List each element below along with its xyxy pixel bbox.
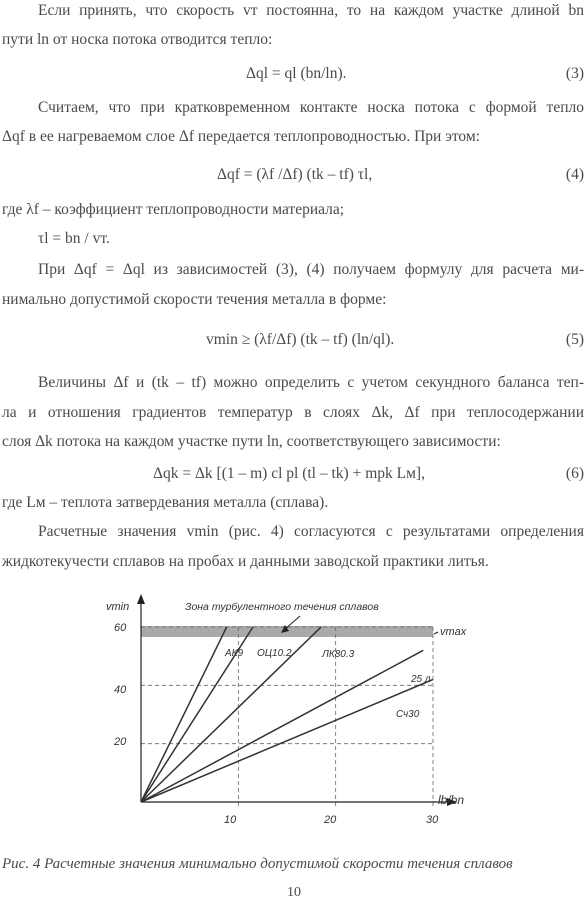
paragraph-line-7: При Δqf = Δql из зависимостей (3), (4) получаем формулу для расчета ми- (38, 261, 584, 278)
y-tick-20: 20 (114, 736, 127, 748)
paragraph-line-8: нимально допустимой скорости течения металла в форме: (2, 291, 387, 308)
series-label-2: ЛК80.3 (322, 649, 355, 660)
x-tick-10: 10 (224, 814, 237, 826)
x-tick-20: 20 (324, 814, 337, 826)
vmax-label: vmax (440, 626, 467, 638)
paragraph-line-11: слоя Δk потока на каждом участке пути ln, соответствующего зависимости: (2, 433, 501, 450)
series-line-0 (141, 627, 227, 802)
series-line-1 (141, 627, 253, 802)
series-label-0: АК9 (225, 648, 244, 659)
paragraph-line-13: Расчетные значения vmin (рис. 4) согласуются с результатами определения (38, 523, 584, 540)
equation-5: vmin ≥ (λf/Δf) (tk – tf) (ln/ql). (206, 331, 395, 348)
equation-number-5: (5) (565, 331, 584, 348)
series-line-3 (141, 650, 423, 802)
series-label-3: 25 л (411, 674, 431, 685)
page-number: 10 (287, 885, 301, 900)
paragraph-line-10: ла и отношения градиентов температур в слоях Δk, Δf при теплосодержании (2, 404, 584, 421)
series-line-4 (141, 680, 433, 803)
series-label-1: ОЦ10.2 (257, 648, 292, 659)
x-axis-label: lb/bn (438, 793, 465, 807)
paragraph-line-1: Если принять, что скорость vт постоянна, то на каждом участке длиной bn (38, 2, 584, 19)
y-axis-label: vmin (106, 601, 130, 613)
velocity-chart (0, 590, 588, 850)
equation-number-6: (6) (565, 465, 584, 482)
x-tick-30: 30 (426, 814, 439, 826)
paragraph-line-6: τl = bn / vт. (38, 230, 110, 247)
y-axis-arrow (137, 594, 145, 604)
equation-4: Δqf = (λf /Δf) (tk – tf) τl, (217, 166, 373, 183)
y-tick-40: 40 (114, 684, 127, 696)
paragraph-line-5: где λf – коэффициент теплопроводности материала; (2, 201, 345, 218)
paragraph-line-2: пути ln от носка потока отводится тепло: (2, 31, 273, 48)
equation-3: Δql = ql (bn/ln). (246, 65, 347, 82)
equation-6: Δqk = Δk [(1 – m) cl pl (tl – tk) + mpk Lм], (153, 465, 425, 482)
y-tick-60: 60 (114, 622, 127, 634)
figure-caption: Рис. 4 Расчетные значения минимально допустимой скорости течения сплавов (2, 856, 513, 872)
paragraph-line-3: Считаем, что при кратковременном контакте носка потока с формой тепло (38, 99, 584, 116)
equation-number-3: (3) (565, 65, 584, 82)
vmax-pointer-line (434, 632, 438, 634)
paragraph-line-4: Δqf в ее нагреваемом слое Δf передается теплопроводностью. При этом: (2, 128, 480, 145)
series-label-4: Сч30 (396, 709, 420, 720)
paragraph-line-12: где Lм – теплота затвердевания металла (сплава). (2, 494, 329, 511)
paragraph-line-14: жидкотекучести сплавов на пробах и данными заводской практики литья. (2, 553, 489, 570)
paragraph-line-9: Величины Δf и (tk – tf) можно определить с учетом секундного баланса теп- (38, 374, 584, 391)
equation-number-4: (4) (565, 166, 584, 183)
zone-label: Зона турбулентного течения сплавов (185, 601, 379, 613)
